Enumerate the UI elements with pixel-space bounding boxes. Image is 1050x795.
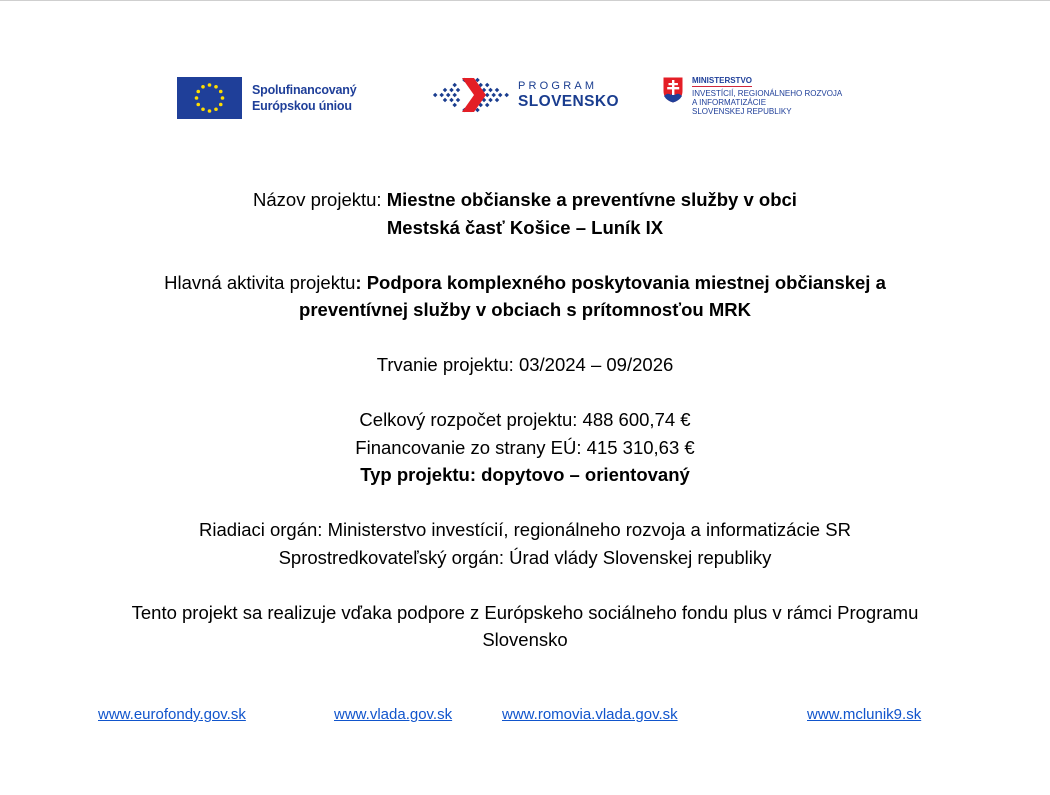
eu-star-icon [214,107,218,111]
link-mclunik9[interactable]: www.mclunik9.sk [807,706,922,723]
project-activity-value-line1: : Podpora komplexného poskytovania miestnej občianskej a [355,271,886,293]
ministry-label-line3: A INFORMATIZÁCIE [692,98,767,107]
intermediate-body: Sprostredkovateľský orgán: Úrad vlády Slovenskej republiky [278,546,772,568]
ministry-logo [662,76,842,116]
ministry-label-line2: INVESTÍCIÍ, REGIONÁLNEHO ROZVOJA [692,89,843,98]
project-name-label: Názov projektu: [253,189,387,210]
eu-star-icon [208,109,212,113]
eu-logo-line1: Spolufinancovaný [252,83,357,97]
link-eurofondy[interactable]: www.eurofondy.gov.sk [98,706,246,723]
project-activity-label: Hlavná aktivita projektu [164,271,356,293]
eu-star-icon [219,103,223,107]
eu-star-icon [214,85,218,89]
program-label: PROGRAM [518,79,598,92]
funding-statement-line1: Tento projekt sa realizuje vďaka podpore z Európskeho sociálneho fondu plus v rámci Programu [131,601,919,623]
managing-authority: Riadiaci orgán: Ministerstvo investícií, regionálneho rozvoja a informatizácie SR [199,519,851,540]
link-vlada[interactable]: www.vlada.gov.sk [334,706,453,723]
eu-star-icon [196,103,200,107]
link-romovia[interactable]: www.romovia.vlada.gov.sk [502,706,678,723]
project-eu-funding: Financovanie zo strany EÚ: 415 310,63 € [355,436,695,458]
top-border [0,0,1050,1]
project-activity [0,269,1050,297]
eu-star-icon [219,90,223,94]
project-type: Typ projektu: dopytovo – orientovaný [360,464,690,485]
funding-statement-line2: Slovensko [482,629,568,650]
project-duration: Trvanie projektu: 03/2024 – 09/2026 [376,354,674,375]
eu-logo-line2: Európskou úniou [252,99,352,113]
program-slovensko-logo [428,72,619,118]
program-slovensko-mark-icon [428,72,512,118]
slovensko-label: SLOVENSKO [518,92,619,110]
slovak-coat-of-arms-icon [662,76,684,104]
eu-flag-icon [177,77,242,119]
eu-cofunded-logo [177,77,356,119]
eu-star-icon [195,96,199,100]
red-chevron-icon [462,78,486,112]
eu-star-icon [201,85,205,89]
eu-star-icon [201,107,205,111]
project-name-value-line1: Miestne občianske a preventívne služby v obci [386,189,797,210]
ministry-label-line1: MINISTERSTVO [692,76,753,85]
project-name [0,186,1050,214]
eu-star-icon [196,90,200,94]
project-budget: Celkový rozpočet projektu: 488 600,74 € [359,409,691,430]
project-info [0,186,1050,654]
ministry-label-line4: SLOVENSKEJ REPUBLIKY [692,107,792,116]
eu-star-icon [208,83,212,87]
project-name-value-line2: Mestská časť Košice – Luník IX [386,216,664,238]
eu-star-icon [221,96,225,100]
project-activity-value-line2: preventívnej služby v obciach s prítomnosťou MRK [299,299,751,320]
